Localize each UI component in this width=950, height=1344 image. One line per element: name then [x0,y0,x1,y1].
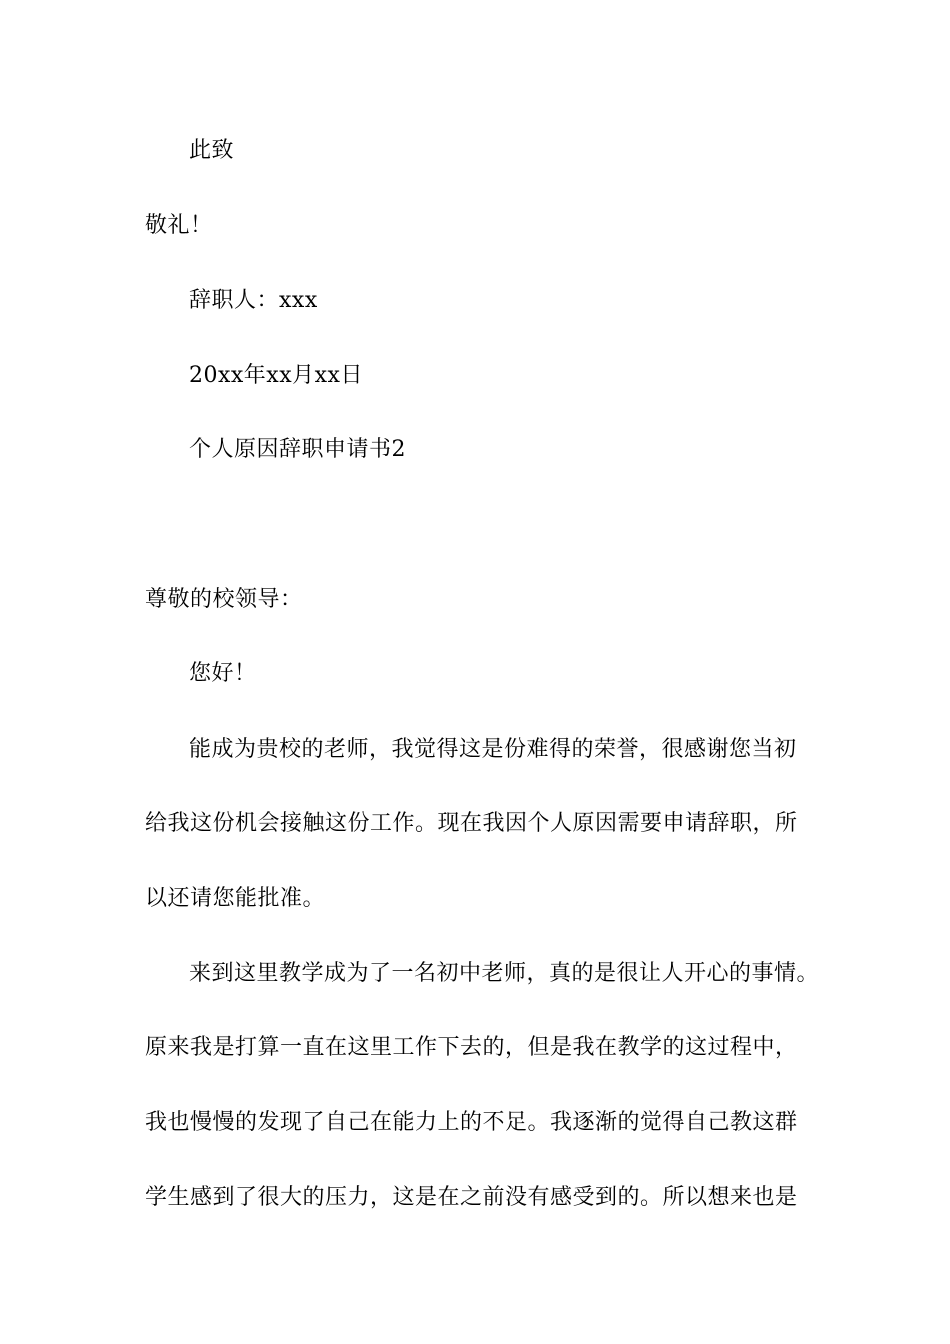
body-line: 来到这里教学成为了一名初中老师，真的是很让人开心的事情。 [189,961,820,986]
body-line: 原来我是打算一直在这里工作下去的，但是我在教学的这过程中， [145,1035,798,1060]
signer-line: 辞职人：xxx [189,288,318,313]
body-line: 以还请您能批准。 [145,886,326,911]
closing-salutation-1: 此致 [189,138,235,163]
body-line: 我也慢慢的发现了自己在能力上的不足。我逐渐的觉得自己教这群 [145,1110,798,1135]
body-line: 学生感到了很大的压力，这是在之前没有感受到的。所以想来也是 [145,1185,798,1210]
letter-addressee: 尊敬的校领导： [145,587,303,612]
closing-salutation-2: 敬礼！ [145,213,213,238]
date-line: 20xx年xx月xx日 [189,363,363,388]
body-line: 能成为贵校的老师，我觉得这是份难得的荣誉，很感谢您当初 [189,737,797,762]
body-line: 给我这份机会接触这份工作。现在我因个人原因需要申请辞职，所 [145,811,798,836]
section-title: 个人原因辞职申请书2 [189,437,406,462]
letter-greeting: 您好！ [189,661,257,686]
